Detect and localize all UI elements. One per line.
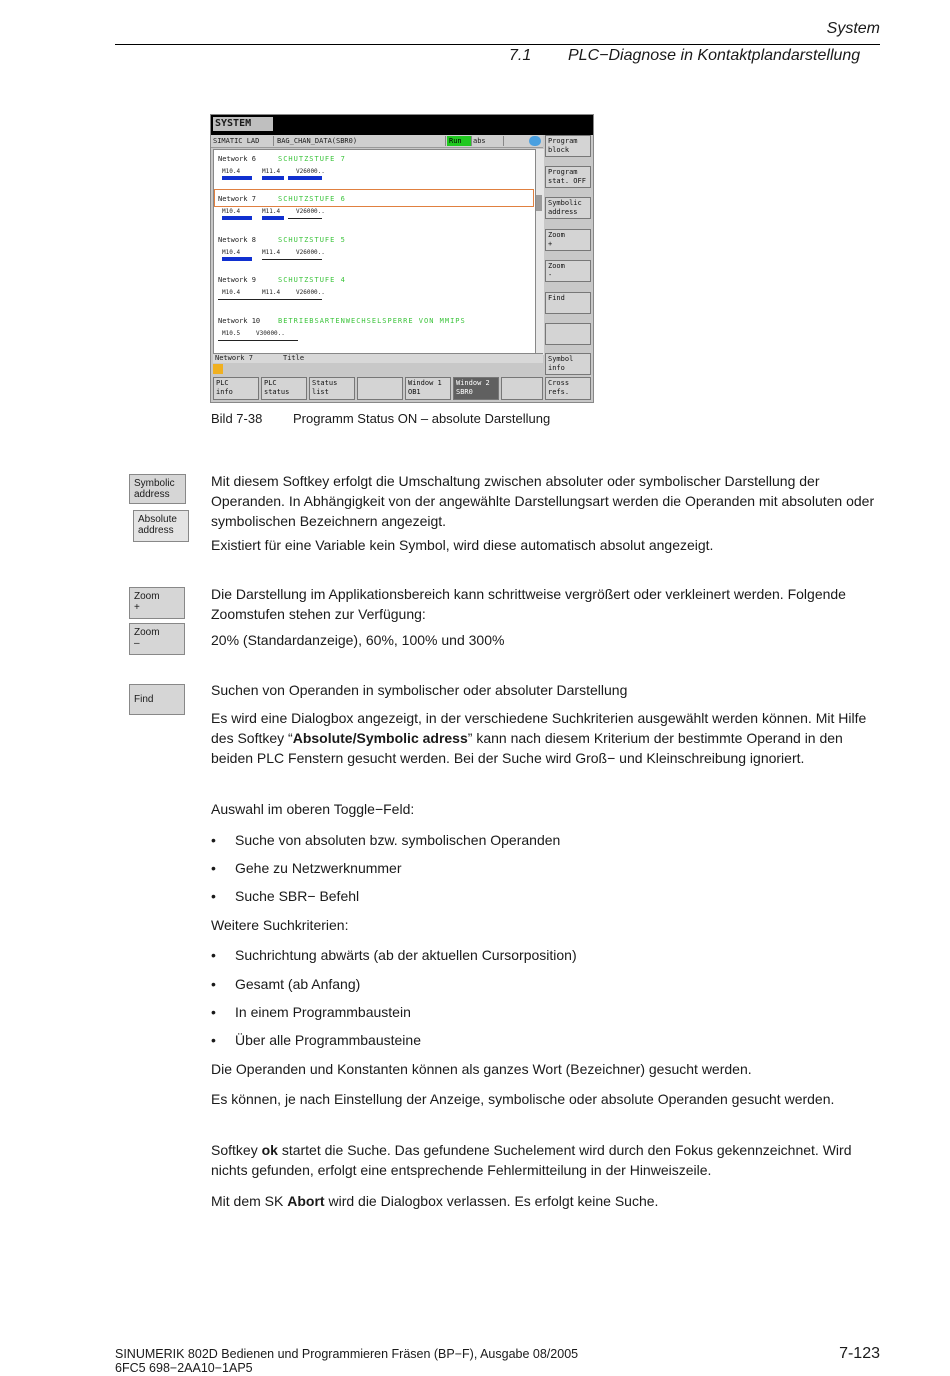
footer-order-number: 6FC5 698−2AA10−1AP5 [115,1361,253,1375]
page-number: 7-123 [839,1345,880,1362]
rung-wire [218,340,298,341]
list-item: Über alle Programmbausteine [235,1032,421,1048]
bullet: • [211,1032,216,1048]
power-flow [222,216,252,220]
paragraph: Die Darstellung im Applikationsbereich kann schrittweise vergrößert oder verkleinert werden. Folgende Zoomstufen stehen zur Verfügung: [211,586,846,622]
list-item: Suche SBR− Befehl [235,888,360,904]
refresh-icon [529,136,541,146]
scroll-thumb[interactable] [536,195,542,211]
paragraph: Suchen von Operanden in symbolischer oder absoluter Darstellung [211,682,628,698]
contact-label: M10.4 [222,249,241,256]
power-flow [222,257,252,261]
power-flow [262,176,284,180]
alarm-icon [213,364,223,374]
text-run: Mit dem SK [211,1193,288,1209]
rung-wire [288,218,322,219]
softkey-status-list[interactable]: Status list [309,377,355,400]
contact-label: M10.4 [222,168,241,175]
section-number: 7.1 [509,47,532,64]
contact-label: M11.4 [262,168,281,175]
plc-status-bar [211,135,543,148]
hmi-screenshot [210,114,594,403]
absolute-address-key: Absolute address [133,510,189,542]
network-title-bar [213,353,543,363]
softkey-name: Absolute/Symbolic adress [292,730,468,746]
softkey-find[interactable]: Find [545,292,591,314]
network-label: Network 8 [218,236,256,244]
contact-label: M10.5 [222,330,241,337]
network-comment: SCHUTZSTUFE 6 [278,195,346,203]
bullet: • [211,1004,216,1020]
zoom-plus-key: Zoom + [129,587,185,619]
paragraph: Es können, je nach Einstellung der Anzeige, symbolische oder absolute Operanden gesucht werden. [211,1091,835,1107]
system-logo: SYSTEM [213,117,273,131]
figure-number: Bild 7-38 [211,411,263,426]
current-network: Network 7 [215,354,253,362]
header-rule [115,44,880,45]
paragraph [211,708,883,768]
network-label: Network 6 [218,155,256,163]
paragraph [211,1140,883,1180]
coil-label: V26000.. [296,289,325,296]
list-item: In einem Programmbaustein [235,1004,411,1020]
softkey-name: Abort [287,1193,325,1209]
title-label: Title [283,354,305,362]
focus-frame [214,189,534,207]
network-comment: SCHUTZSTUFE 4 [278,276,346,284]
paragraph: Existiert für eine Variable kein Symbol, wird diese automatisch absolut angezeigt. [211,537,714,553]
status-mode: SIMATIC LAD [211,136,274,146]
figure-caption: Programm Status ON – absolute Darstellung [293,411,551,426]
coil-label: V26000.. [296,208,325,215]
softkey-symbolic-address[interactable]: Symbolic address [545,197,591,219]
softkey-name: ok [261,1142,278,1158]
coil-label: V26000.. [296,168,325,175]
softkey-zoom-minus[interactable]: Zoom - [545,260,591,282]
softkey-zoom-plus[interactable]: Zoom + [545,229,591,251]
bullet: • [211,947,216,963]
text-run: Softkey [211,1142,262,1158]
power-flow [288,176,322,180]
list-item: Suchrichtung abwärts (ab der aktuellen Cursorposition) [235,947,577,963]
softkey-empty[interactable] [545,323,591,345]
contact-label: M11.4 [262,289,281,296]
vertical-scrollbar[interactable] [535,149,544,355]
text-run: wird die Dialogbox verlassen. Es erfolgt keine Suche. [324,1193,659,1209]
softkey-cross-refs[interactable]: Cross refs. [545,377,591,400]
bullet: • [211,832,216,848]
symbolic-address-key: Symbolic address [129,474,186,504]
text-run: Es wird eine Dialogbox angezeigt, in der verschiedene Suchkriterien ausgewählt werden können. Mit Hilfe des Softkey “ [211,710,867,746]
status-abs: abs [471,136,504,146]
paragraph: 20% (Standardanzeige), 60%, 100% und 300% [211,632,505,648]
list-item: Gesamt (ab Anfang) [235,976,361,992]
contact-label: M10.4 [222,208,241,215]
network-comment: SCHUTZSTUFE 5 [278,236,346,244]
network-label: Network 10 [218,317,261,325]
softkey-program-status[interactable]: Program stat. OFF [545,166,591,188]
paragraph: Auswahl im oberen Toggle−Feld: [211,801,415,817]
softkey-window-2[interactable]: Window 2 SBR0 [453,377,499,400]
paragraph [211,1191,883,1211]
paragraph: Weitere Suchkriterien: [211,917,349,933]
contact-label: M10.4 [222,289,241,296]
text-run: startet die Suche. Das gefundene Suchelement wird durch den Fokus gekennzeichnet. Wird nichts gefunden, erfolgt eine entsprechende Fehlermitteilung in der Hinweiszeile. [211,1142,852,1178]
softkey-window-1[interactable]: Window 1 OB1 [405,377,451,400]
status-block: BAG_CHAN_DATA(SBR0) [275,136,446,146]
footer-title: SINUMERIK 802D Bedienen und Programmieren Fräsen (BP−F), Ausgabe 08/2005 [115,1347,579,1361]
contact-label: M11.4 [262,208,281,215]
status-run: Run [447,136,472,146]
network-label: Network 7 [218,195,256,203]
bullet: • [211,976,216,992]
chapter-title: System [826,20,880,37]
section-title: PLC−Diagnose in Kontaktplandarstellung [568,47,861,64]
softkey-plc-status[interactable]: PLC status [261,377,307,400]
softkey-plc-info[interactable]: PLC info [213,377,259,400]
list-item: Suche von absoluten bzw. symbolischen Operanden [235,832,561,848]
system-bar [211,115,593,135]
network-comment: SCHUTZSTUFE 7 [278,155,346,163]
softkey-empty[interactable] [501,377,543,400]
list-item: Gehe zu Netzwerknummer [235,860,402,876]
rung-wire [218,299,322,300]
softkey-symbol-info[interactable]: Symbol info [545,353,591,375]
network-label: Network 9 [218,276,256,284]
softkey-empty[interactable] [357,377,403,400]
paragraph: Mit diesem Softkey erfolgt die Umschaltung zwischen absoluter oder symbolischer Darstellung der Operanden. In Abhängigkeit von der angewählte Darstellungsart werden die Operanden mit absoluten oder symbolischen Bezeichnern angezeigt. [211,473,875,529]
power-flow [262,216,284,220]
contact-label: M11.4 [262,249,281,256]
text-run: ” kann nach diesem Kriterium der bestimmte Operand in den beiden PLC Fenstern gesucht werden. Bei der Suche wird Groß− und Kleinschreibung ignoriert. [211,730,843,766]
bullet: • [211,888,216,904]
power-flow [222,176,252,180]
softkey-program-block[interactable]: Program block [545,135,591,157]
network-comment: BETRIEBSARTENWECHSELSPERRE VON MMIPS [278,317,466,325]
find-key: Find [129,684,185,715]
coil-label: V26000.. [296,249,325,256]
zoom-minus-key: Zoom – [129,623,185,655]
bullet: • [211,860,216,876]
coil-label: V30000.. [256,330,285,337]
ladder-window [213,149,537,357]
rung-wire [262,259,322,260]
paragraph: Die Operanden und Konstanten können als ganzes Wort (Bezeichner) gesucht werden. [211,1061,752,1077]
